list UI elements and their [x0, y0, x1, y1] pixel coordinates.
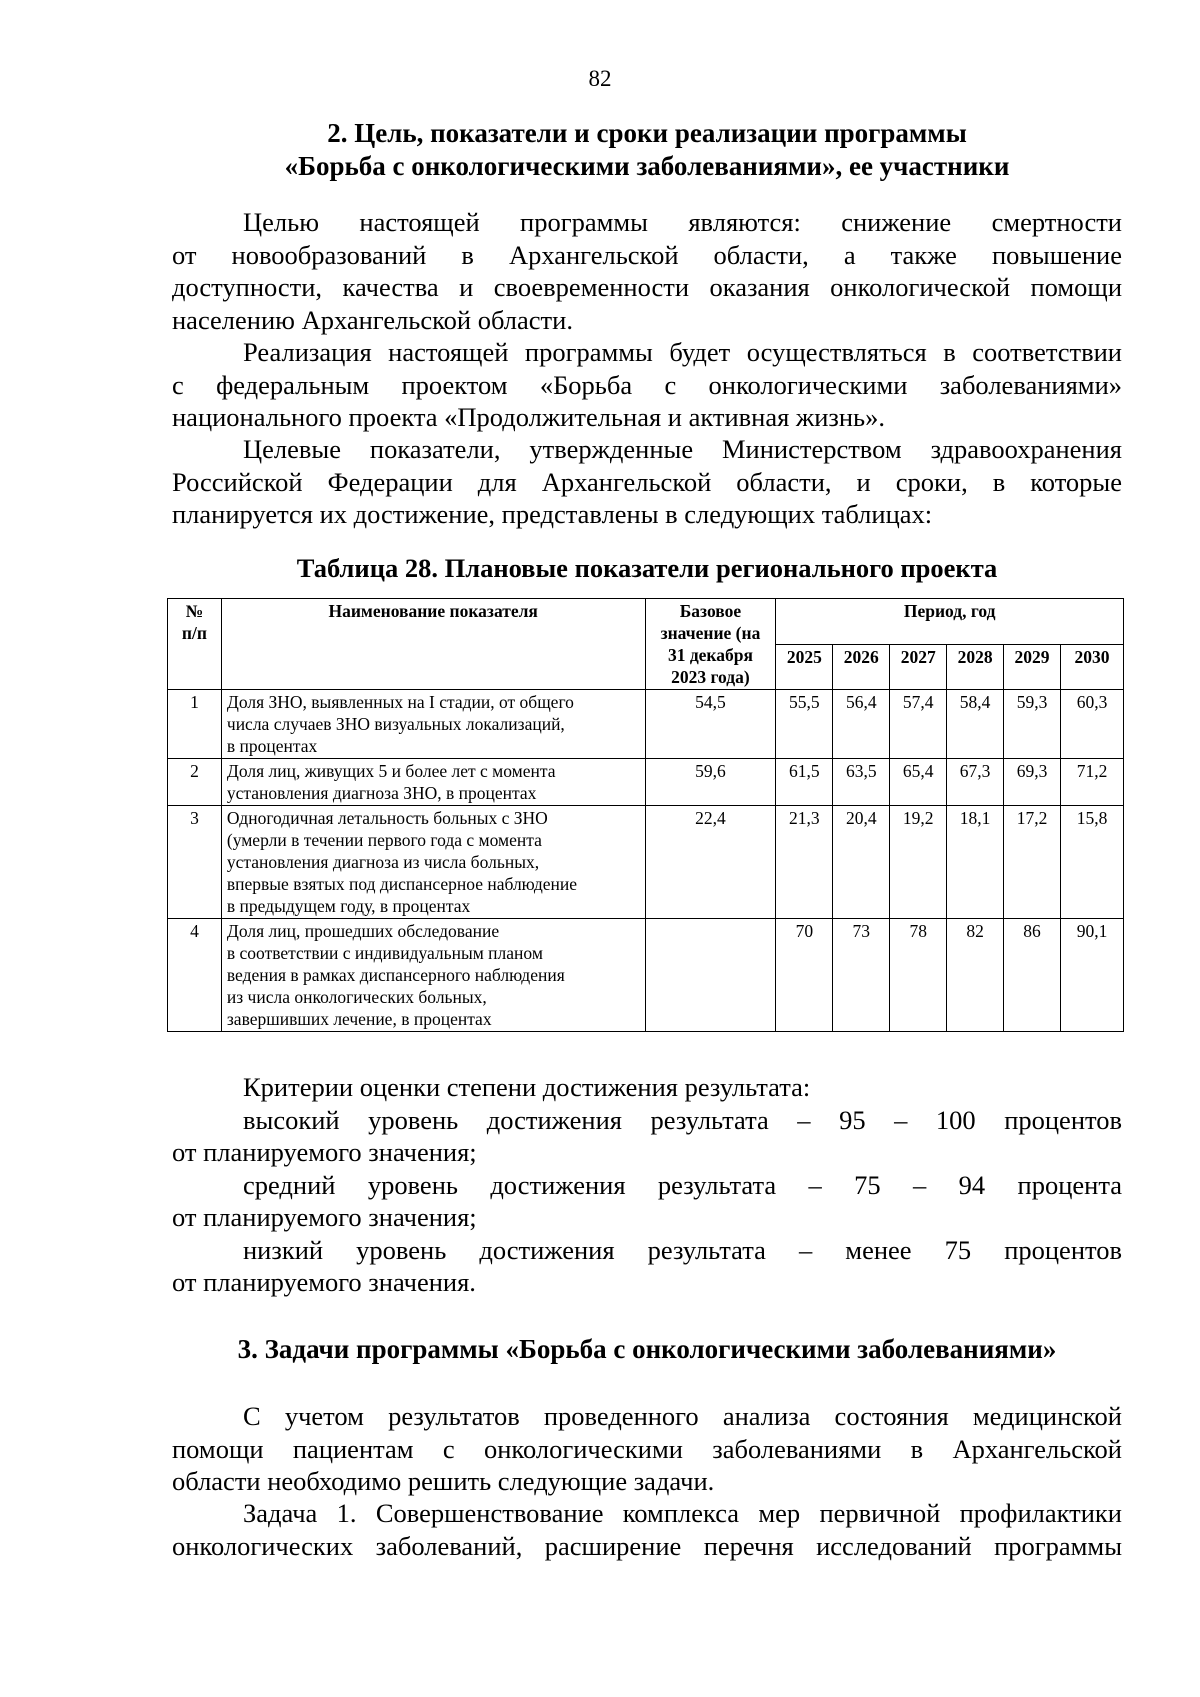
indicator-name: Одногодичная летальность больных с ЗНО (умерли в течении первого года с момента установления диагноза из числа больных, впервые взятых под диспансерное наблюдение в предыдущем году, в процентах [221, 806, 645, 919]
header-year: 2029 [1004, 644, 1061, 690]
year-value: 18,1 [947, 806, 1004, 919]
table-row [168, 919, 1124, 1032]
year-value: 21,3 [776, 806, 833, 919]
implementation-paragraph [172, 336, 1122, 434]
base-value [645, 919, 776, 1032]
goal-paragraph [172, 206, 1122, 336]
text-line: национального проекта «Продолжительная и активная жизнь». [172, 402, 886, 432]
header-year: 2027 [890, 644, 947, 690]
heading-line: 2. Цель, показатели и сроки реализации программы [327, 118, 967, 148]
year-value: 73 [833, 919, 890, 1032]
header-base-value: Базовое значение (на 31 декабря 2023 года) [645, 599, 776, 690]
year-value: 86 [1004, 919, 1061, 1032]
table-row [168, 759, 1124, 806]
header-num: № п/п [168, 599, 222, 690]
indicator-name: Доля ЗНО, выявленных на I стадии, от общего числа случаев ЗНО визуальных локализаций, в процентах [221, 690, 645, 759]
tasks-intro-paragraph [172, 1400, 1122, 1498]
section-3-heading [172, 1333, 1122, 1366]
header-year: 2025 [776, 644, 833, 690]
text-line: от планируемого значения; [172, 1202, 477, 1232]
heading-line: 3. Задачи программы «Борьба с онкологическими заболеваниями» [237, 1334, 1057, 1364]
row-num: 2 [168, 759, 222, 806]
table-row [168, 806, 1124, 919]
year-value: 56,4 [833, 690, 890, 759]
header-name: Наименование показателя [221, 599, 645, 690]
text-line: Целью настоящей программы являются: снижение смертности [243, 207, 1122, 237]
header-period: Период, год [776, 599, 1124, 645]
year-value: 71,2 [1061, 759, 1124, 806]
text-line: С учетом результатов проведенного анализа состояния медицинской [243, 1401, 1122, 1431]
year-value: 70 [776, 919, 833, 1032]
year-value: 61,5 [776, 759, 833, 806]
row-num: 3 [168, 806, 222, 919]
text-line: с федеральным проектом «Борьба с онкологическими заболеваниями» [172, 369, 1122, 400]
base-value: 59,6 [645, 759, 776, 806]
year-value: 17,2 [1004, 806, 1061, 919]
section-2-heading [172, 117, 1122, 183]
year-value: 82 [947, 919, 1004, 1032]
year-value: 65,4 [890, 759, 947, 806]
text-line: онкологических заболеваний, расширение перечня исследований программы [172, 1530, 1122, 1561]
text-line: Реализация настоящей программы будет осуществляться в соответствии [243, 337, 1122, 367]
year-value: 63,5 [833, 759, 890, 806]
text-line: Целевые показатели, утвержденные Министерством здравоохранения [243, 434, 1122, 464]
year-value: 69,3 [1004, 759, 1061, 806]
task-1-paragraph [172, 1497, 1122, 1562]
text-line: планируется их достижение, представлены в следующих таблицах: [172, 499, 933, 529]
targets-paragraph [172, 433, 1122, 531]
text-line: помощи пациентам с онкологическими заболеваниями в Архангельской [172, 1433, 1122, 1464]
base-value: 54,5 [645, 690, 776, 759]
text-line: от новообразований в Архангельской области, а также повышение [172, 239, 1122, 270]
indicator-name: Доля лиц, живущих 5 и более лет с момента установления диагноза ЗНО, в процентах [221, 759, 645, 806]
year-value: 58,4 [947, 690, 1004, 759]
text-line: Российской Федерации для Архангельской области, и сроки, в которые [172, 466, 1122, 497]
year-value: 78 [890, 919, 947, 1032]
year-value: 60,3 [1061, 690, 1124, 759]
page-number: 82 [588, 66, 612, 91]
text-line: от планируемого значения. [172, 1267, 476, 1297]
table-28-title: Таблица 28. Плановые показатели регионального проекта [296, 553, 998, 583]
text-line: средний уровень достижения результата – 75 – 94 процента [243, 1169, 1122, 1200]
text-line: населению Архангельской области. [172, 304, 573, 335]
header-year: 2028 [947, 644, 1004, 690]
year-value: 20,4 [833, 806, 890, 919]
text-line: высокий уровень достижения результата – 95 – 100 процентов [243, 1104, 1122, 1135]
year-value: 55,5 [776, 690, 833, 759]
text-line: от планируемого значения; [172, 1137, 477, 1167]
year-value: 90,1 [1061, 919, 1124, 1032]
text-line: Задача 1. Совершенствование комплекса мер первичной профилактики [243, 1498, 1122, 1528]
header-year: 2026 [833, 644, 890, 690]
indicators-table [167, 598, 1124, 1032]
text-line: доступности, качества и своевременности оказания онкологической помощи [172, 272, 1122, 302]
year-value: 67,3 [947, 759, 1004, 806]
row-num: 4 [168, 919, 222, 1032]
criteria-block [172, 1071, 1122, 1299]
base-value: 22,4 [645, 806, 776, 919]
text-line: низкий уровень достижения результата – менее 75 процентов [243, 1234, 1122, 1265]
year-value: 15,8 [1061, 806, 1124, 919]
row-num: 1 [168, 690, 222, 759]
text-line: Критерии оценки степени достижения результата: [243, 1072, 811, 1102]
indicator-name: Доля лиц, прошедших обследование в соответствии с индивидуальным планом ведения в рамках диспансерного наблюдения из числа онкологических больных, завершивших лечение, в процентах [221, 919, 645, 1032]
text-line: области необходимо решить следующие задачи. [172, 1466, 715, 1496]
year-value: 19,2 [890, 806, 947, 919]
year-value: 59,3 [1004, 690, 1061, 759]
year-value: 57,4 [890, 690, 947, 759]
header-year: 2030 [1061, 644, 1124, 690]
heading-line: «Борьба с онкологическими заболеваниями», ее участники [284, 151, 1010, 181]
table-row [168, 690, 1124, 759]
